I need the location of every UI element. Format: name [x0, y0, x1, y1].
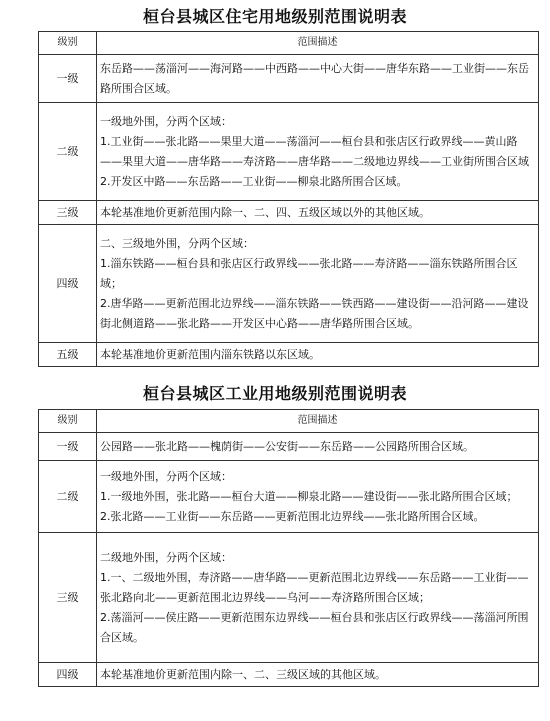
scope-line: 2.开发区中路——东岳路——工业街——柳泉北路所围合区域。	[100, 174, 408, 188]
table-row	[39, 343, 539, 367]
scope-line: 2.张北路——工业街——东岳路——更新范围北边界线——张北路所围合区域。	[100, 509, 485, 523]
table-row	[39, 55, 539, 103]
industrial-grade-table	[38, 409, 539, 687]
scope-line: 东岳路——荡淄河——海河路——中西路——中心大街——唐华东路——工业街——东岳路所围合区域。	[100, 61, 529, 95]
header-grade: 级别	[39, 410, 97, 433]
scope-cell	[97, 55, 539, 103]
grade-cell: 一级	[39, 433, 97, 461]
scope-line: 1.工业街——张北路——果里大道——荡淄河——桓台县和张店区行政界线——黄山路——果里大道——唐华路——寿济路——唐华路——二级地边界线——工业街所围合区域	[100, 134, 529, 168]
scope-cell	[97, 103, 539, 201]
scope-line: 本轮基准地价更新范围内除一、二、四、五级区域以外的其他区域。	[100, 205, 430, 219]
table-header-row	[39, 32, 539, 55]
table-row	[39, 433, 539, 461]
grade-cell: 四级	[39, 663, 97, 687]
scope-line: 二、三级地外围，分两个区域：	[100, 236, 254, 250]
scope-line: 1.淄东铁路——桓台县和张店区行政界线——张北路——寿济路——淄东铁路所围合区域；	[100, 256, 518, 290]
table-row	[39, 533, 539, 663]
grade-cell: 二级	[39, 103, 97, 201]
scope-line: 1.一、二级地外围，寿济路——唐华路——更新范围北边界线——东岳路——工业街——张北路向北——更新范围北边界线——乌河——寿济路所围合区域；	[100, 570, 529, 604]
residential-grade-table	[38, 31, 539, 367]
scope-line: 2.唐华路——更新范围北边界线——淄东铁路——铁西路——建设街——沿河路——建设街北侧道路——张北路——开发区中心路——唐华路所围合区域。	[100, 296, 529, 330]
grade-cell: 四级	[39, 225, 97, 343]
scope-line: 一级地外围，分两个区域：	[100, 114, 232, 128]
table-row	[39, 461, 539, 533]
grade-cell: 三级	[39, 533, 97, 663]
scope-line: 本轮基准地价更新范围内淄东铁路以东区域。	[100, 347, 320, 361]
scope-cell	[97, 433, 539, 461]
scope-cell	[97, 533, 539, 663]
table-row	[39, 103, 539, 201]
header-scope: 范围描述	[97, 410, 539, 433]
residential-table-title: 桓台县城区住宅用地级别范围说明表	[142, 7, 407, 26]
scope-cell	[97, 343, 539, 367]
industrial-table-title: 桓台县城区工业用地级别范围说明表	[142, 384, 407, 403]
scope-cell	[97, 663, 539, 687]
table-row	[39, 663, 539, 687]
scope-line: 1.一级地外围，张北路——桓台大道——柳泉北路——建设街——张北路所围合区域；	[100, 489, 518, 503]
table-row	[39, 225, 539, 343]
scope-line: 一级地外围，分两个区域：	[100, 469, 232, 483]
scope-line: 本轮基准地价更新范围内除一、二、三级区域的其他区域。	[100, 667, 386, 681]
table-header-row	[39, 410, 539, 433]
grade-cell: 三级	[39, 201, 97, 225]
header-grade: 级别	[39, 32, 97, 55]
scope-line: 二级地外围，分两个区域：	[100, 550, 232, 564]
header-scope: 范围描述	[97, 32, 539, 55]
scope-cell	[97, 461, 539, 533]
scope-cell	[97, 201, 539, 225]
grade-cell: 五级	[39, 343, 97, 367]
scope-line: 2.荡淄河——侯庄路——更新范围东边界线——桓台县和张店区行政界线——荡淄河所围合区域。	[100, 610, 529, 644]
scope-line: 公园路——张北路——槐荫街——公安街——东岳路——公园路所围合区域。	[100, 439, 474, 453]
table-row	[39, 201, 539, 225]
grade-cell: 二级	[39, 461, 97, 533]
grade-cell: 一级	[39, 55, 97, 103]
scope-cell	[97, 225, 539, 343]
